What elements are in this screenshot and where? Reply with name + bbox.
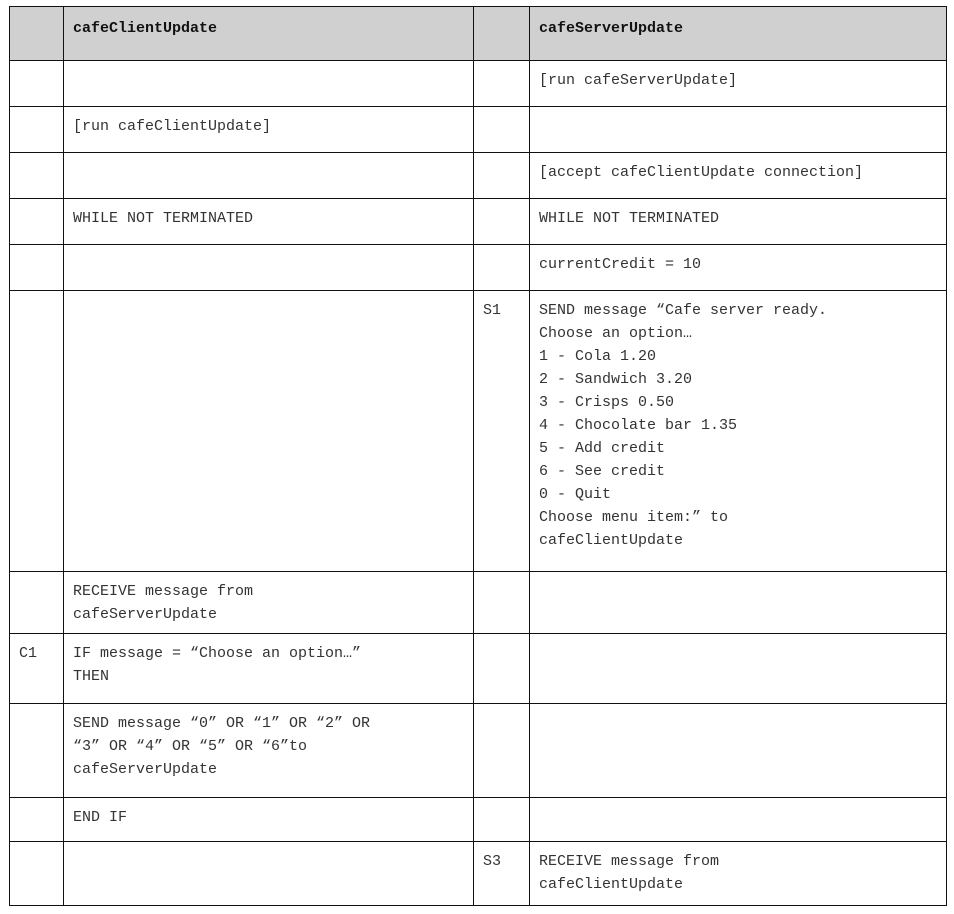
table-row	[10, 107, 947, 153]
table-row	[10, 842, 947, 906]
table-row	[10, 245, 947, 291]
server-step-label	[474, 199, 530, 245]
client-step: RECEIVE message from cafeServerUpdate	[64, 572, 474, 634]
server-step-label: S1	[474, 291, 530, 572]
server-step: SEND message “Cafe server ready. Choose an option… 1 - Cola 1.20 2 - Sandwich 3.20 3 - Crisps 0.50 4 - Chocolate bar 1.35 5 - Add credit 6 - See credit 0 - Quit Choose menu item:” to cafeClientUpdate	[530, 291, 947, 572]
server-step	[530, 634, 947, 704]
client-step-label: C1	[10, 634, 64, 704]
client-step	[64, 61, 474, 107]
header-row	[10, 7, 947, 61]
server-step-label	[474, 798, 530, 842]
client-step-label	[10, 704, 64, 798]
server-step-label	[474, 572, 530, 634]
server-step	[530, 704, 947, 798]
client-step	[64, 245, 474, 291]
server-step: [run cafeServerUpdate]	[530, 61, 947, 107]
client-step-label	[10, 61, 64, 107]
server-step-label	[474, 245, 530, 291]
client-step: IF message = “Choose an option…” THEN	[64, 634, 474, 704]
header-server-label-cell	[474, 7, 530, 61]
table-row	[10, 153, 947, 199]
server-step-label: S3	[474, 842, 530, 906]
client-step	[64, 291, 474, 572]
header-client-label-cell	[10, 7, 64, 61]
client-step-label	[10, 572, 64, 634]
server-step-label	[474, 61, 530, 107]
server-step: currentCredit = 10	[530, 245, 947, 291]
client-step-label	[10, 798, 64, 842]
server-step: WHILE NOT TERMINATED	[530, 199, 947, 245]
table-row	[10, 291, 947, 572]
table-row	[10, 704, 947, 798]
table-row	[10, 634, 947, 704]
server-step-label	[474, 107, 530, 153]
server-step: RECEIVE message from cafeClientUpdate	[530, 842, 947, 906]
client-step	[64, 153, 474, 199]
table-row	[10, 199, 947, 245]
client-step-label	[10, 291, 64, 572]
server-step: [accept cafeClientUpdate connection]	[530, 153, 947, 199]
table-row	[10, 798, 947, 842]
client-step: WHILE NOT TERMINATED	[64, 199, 474, 245]
client-step-label	[10, 199, 64, 245]
client-step: [run cafeClientUpdate]	[64, 107, 474, 153]
header-server-title: cafeServerUpdate	[530, 7, 947, 61]
server-step-label	[474, 634, 530, 704]
client-step-label	[10, 153, 64, 199]
table-row	[10, 572, 947, 634]
header-client-title: cafeClientUpdate	[64, 7, 474, 61]
client-step-label	[10, 842, 64, 906]
table-row	[10, 61, 947, 107]
client-step: END IF	[64, 798, 474, 842]
server-step	[530, 798, 947, 842]
server-step-label	[474, 704, 530, 798]
server-step-label	[474, 153, 530, 199]
server-step	[530, 107, 947, 153]
client-step-label	[10, 245, 64, 291]
client-step	[64, 842, 474, 906]
client-step-label	[10, 107, 64, 153]
protocol-table	[9, 6, 947, 906]
client-step: SEND message “0” OR “1” OR “2” OR “3” OR “4” OR “5” OR “6”to cafeServerUpdate	[64, 704, 474, 798]
server-step	[530, 572, 947, 634]
